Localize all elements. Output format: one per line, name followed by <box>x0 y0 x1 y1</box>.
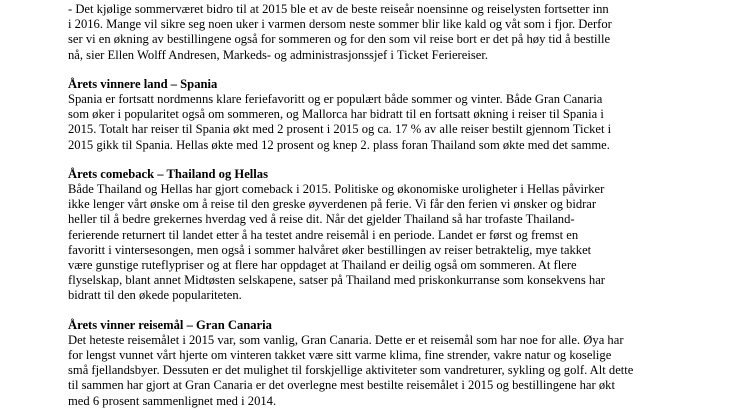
text-line: flyselskap, blant annet Midtøsten selskapene, satser på Thailand med priskonkurranse som konsekvens har <box>68 273 605 288</box>
section-heading: Årets vinner reisemål – Gran Canaria <box>68 317 272 332</box>
paragraph-spacer <box>68 63 740 77</box>
text-line: 2015 gikk til Spania. Hellas økte med 12 prosent og knep 2. plass foran Thailand som økte med det samme. <box>68 137 610 152</box>
text-line: Både Thailand og Hellas har gjort comeback i 2015. Politiske og økonomiske uroligheter i Hellas påvirker <box>68 182 605 197</box>
text-line: være gunstige ruteflypriser og at flere har oppdaget at Thailand er deilig også om sommeren. At flere <box>68 258 577 273</box>
text-line: Spania er fortsatt nordmenns klare feriefavoritt og er populært både sommer og vinter. Både Gran Canaria <box>68 92 603 107</box>
text-line: favoritt i vintersesongen, men også i sommer halvåret øker bestillingen av reiser betraktelig, mye takket <box>68 242 592 257</box>
paragraph-spacer <box>68 304 740 318</box>
text-line: ikke lenger vårt ønske om å reise til den greske øyverdenen på ferie. Vi får den ferien vi ønsker og bidrar <box>68 197 597 212</box>
text-line: til sammen har gjort at Gran Canaria er det overlegne mest bestilte reisemålet i 2015 og bestillingene har økt <box>68 378 615 393</box>
text-line: ferierende returnert til landet etter å ha testet andre reisemål i en periode. Landet er først og fremst en <box>68 227 579 242</box>
text-line: små fjellandsbyer. Dessuten er det mulighet til forskjellige aktiviteter som vandreturer, sykling og golf. Alt dette <box>68 363 634 378</box>
text-line: Det heteste reisemålet i 2015 var, som vanlig, Gran Canaria. Dette er et reisemål som har noe for alle. Øya har <box>68 332 624 347</box>
text-line: bidratt til den økede populariteten. <box>68 288 242 303</box>
section-thailand-hellas <box>68 167 740 304</box>
text-line: i 2016. Mange vil sikre seg noen uker i varmen dersom neste sommer blir like kald og våt som i fjor. Derfor <box>68 17 612 32</box>
text-line: med 6 prosent sammenlignet med i 2014. <box>68 393 277 408</box>
text-line: ser vi en økning av bestillingene også for sommeren og for den som vil reise bort er det på høy tid å bestille <box>68 32 611 47</box>
section-heading: Årets comeback – Thailand og Hellas <box>68 166 268 181</box>
document-page <box>68 0 740 419</box>
section-heading: Årets vinnere land – Spania <box>68 76 218 91</box>
text-line: - Det kjølige sommerværet bidro til at 2015 ble et av de beste reiseår noensinne og reiselysten fortsetter inn <box>68 2 609 16</box>
paragraph-spacer <box>68 153 740 167</box>
intro-paragraph <box>68 2 740 63</box>
section-gran-canaria <box>68 318 740 409</box>
text-line: nå, sier Ellen Wolff Andresen, Markeds- og administrasjonssjef i Ticket Feriereiser. <box>68 47 488 62</box>
text-line: heller til å bedre grekernes hverdag ved å reise dit. Når det gjelder Thailand så har trofaste Thailand- <box>68 212 575 227</box>
text-line: for lengst vunnet vårt hjerte om vinteren takket være sitt varme klima, fine strender, vakre natur og koselige <box>68 348 612 363</box>
text-line: som øker i popularitet også om sommeren, og Mallorca har bidratt til en fortsatt økning i reiser til Spania i <box>68 107 604 122</box>
text-line: 2015. Totalt har reiser til Spania økt med 2 prosent i 2015 og ca. 17 % av alle reiser bestilt gjennom Ticket i <box>68 122 612 137</box>
section-spania <box>68 77 740 153</box>
